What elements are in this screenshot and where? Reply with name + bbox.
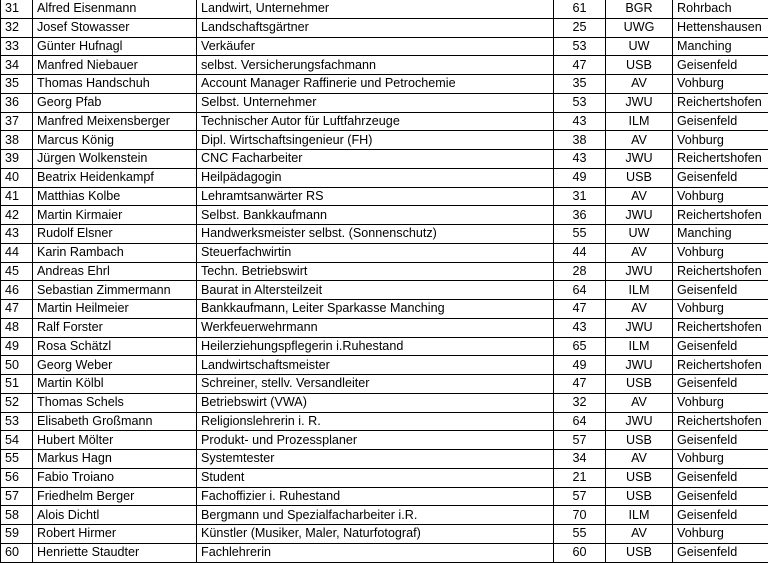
candidate-age: 47 (554, 375, 606, 394)
candidate-name: Alois Dichtl (33, 506, 197, 525)
candidate-occupation: Produkt- und Prozessplaner (197, 431, 554, 450)
candidate-name: Georg Pfab (33, 93, 197, 112)
candidate-place: Geisenfeld (673, 487, 768, 506)
table-row (1, 450, 768, 469)
candidate-number: 46 (1, 281, 33, 300)
candidate-number: 35 (1, 75, 33, 94)
candidate-occupation: Verkäufer (197, 37, 554, 56)
candidate-party: USB (606, 487, 673, 506)
candidate-age: 32 (554, 393, 606, 412)
candidate-name: Markus Hagn (33, 450, 197, 469)
candidate-party: JWU (606, 150, 673, 169)
candidate-occupation: Technischer Autor für Luftfahrzeuge (197, 112, 554, 131)
candidate-occupation: CNC Facharbeiter (197, 150, 554, 169)
table-row (1, 281, 768, 300)
candidate-place: Manching (673, 225, 768, 244)
candidate-party: USB (606, 543, 673, 562)
candidate-party: ILM (606, 506, 673, 525)
candidate-party: JWU (606, 412, 673, 431)
candidate-place: Vohburg (673, 75, 768, 94)
candidate-age: 70 (554, 506, 606, 525)
candidate-occupation: Dipl. Wirtschaftsingenieur (FH) (197, 131, 554, 150)
candidate-place: Geisenfeld (673, 112, 768, 131)
candidate-age: 31 (554, 187, 606, 206)
candidate-place: Geisenfeld (673, 506, 768, 525)
table-row (1, 412, 768, 431)
candidate-occupation: Bergmann und Spezialfacharbeiter i.R. (197, 506, 554, 525)
candidate-place: Geisenfeld (673, 337, 768, 356)
candidate-party: AV (606, 450, 673, 469)
candidate-place: Vohburg (673, 393, 768, 412)
table-row (1, 487, 768, 506)
candidate-name: Marcus König (33, 131, 197, 150)
candidate-name: Manfred Niebauer (33, 56, 197, 75)
table-row (1, 300, 768, 319)
candidate-age: 47 (554, 300, 606, 319)
candidate-number: 41 (1, 187, 33, 206)
candidate-age: 43 (554, 150, 606, 169)
candidate-place: Hettenshausen (673, 18, 768, 37)
table-row (1, 506, 768, 525)
candidate-number: 57 (1, 487, 33, 506)
candidate-party: UWG (606, 18, 673, 37)
candidate-party: AV (606, 525, 673, 544)
candidate-age: 35 (554, 75, 606, 94)
candidate-number: 43 (1, 225, 33, 244)
candidate-party: BGR (606, 0, 673, 18)
candidate-occupation: Lehramtsanwärter RS (197, 187, 554, 206)
candidate-party: AV (606, 187, 673, 206)
candidate-party: USB (606, 375, 673, 394)
table-row (1, 262, 768, 281)
candidate-party: AV (606, 243, 673, 262)
candidate-number: 37 (1, 112, 33, 131)
table-row (1, 318, 768, 337)
candidate-occupation: Werkfeuerwehrmann (197, 318, 554, 337)
table-row (1, 0, 768, 18)
candidate-place: Vohburg (673, 300, 768, 319)
candidate-party: ILM (606, 281, 673, 300)
candidate-number: 56 (1, 468, 33, 487)
candidate-name: Rosa Schätzl (33, 337, 197, 356)
candidate-age: 43 (554, 112, 606, 131)
candidate-place: Manching (673, 37, 768, 56)
candidate-occupation: Systemtester (197, 450, 554, 469)
candidate-number: 33 (1, 37, 33, 56)
candidate-name: Henriette Staudter (33, 543, 197, 562)
table-row (1, 206, 768, 225)
candidate-age: 61 (554, 0, 606, 18)
candidate-occupation: Landschaftsgärtner (197, 18, 554, 37)
table-row (1, 431, 768, 450)
candidate-age: 64 (554, 281, 606, 300)
candidate-name: Martin Kölbl (33, 375, 197, 394)
candidate-age: 43 (554, 318, 606, 337)
candidate-name: Friedhelm Berger (33, 487, 197, 506)
candidate-party: UW (606, 37, 673, 56)
candidate-number: 42 (1, 206, 33, 225)
candidate-number: 44 (1, 243, 33, 262)
candidate-name: Manfred Meixensberger (33, 112, 197, 131)
candidate-number: 54 (1, 431, 33, 450)
candidate-number: 34 (1, 56, 33, 75)
candidate-number: 55 (1, 450, 33, 469)
candidate-party: UW (606, 225, 673, 244)
candidate-occupation: Account Manager Raffinerie und Petrochemie (197, 75, 554, 94)
table-row (1, 225, 768, 244)
candidate-occupation: Fachoffizier i. Ruhestand (197, 487, 554, 506)
candidate-occupation: Fachlehrerin (197, 543, 554, 562)
candidate-occupation: Heilpädagogin (197, 168, 554, 187)
candidate-place: Geisenfeld (673, 56, 768, 75)
candidate-place: Geisenfeld (673, 375, 768, 394)
candidate-number: 38 (1, 131, 33, 150)
candidate-occupation: Schreiner, stellv. Versandleiter (197, 375, 554, 394)
candidate-age: 53 (554, 93, 606, 112)
candidate-number: 52 (1, 393, 33, 412)
candidate-name: Fabio Troiano (33, 468, 197, 487)
candidate-name: Alfred Eisenmann (33, 0, 197, 18)
candidate-place: Rohrbach (673, 0, 768, 18)
candidate-party: ILM (606, 337, 673, 356)
candidate-place: Geisenfeld (673, 468, 768, 487)
candidate-place: Reichertshofen (673, 93, 768, 112)
candidate-name: Rudolf Elsner (33, 225, 197, 244)
candidate-party: USB (606, 468, 673, 487)
candidate-name: Günter Hufnagl (33, 37, 197, 56)
candidate-age: 57 (554, 487, 606, 506)
candidate-name: Beatrix Heidenkampf (33, 168, 197, 187)
candidate-number: 60 (1, 543, 33, 562)
candidate-name: Elisabeth Großmann (33, 412, 197, 431)
candidate-number: 47 (1, 300, 33, 319)
candidate-number: 49 (1, 337, 33, 356)
candidate-place: Geisenfeld (673, 431, 768, 450)
candidate-occupation: Landwirtschaftsmeister (197, 356, 554, 375)
candidate-place: Vohburg (673, 131, 768, 150)
candidate-age: 34 (554, 450, 606, 469)
table-row (1, 375, 768, 394)
candidate-age: 49 (554, 356, 606, 375)
candidate-party: ILM (606, 112, 673, 131)
candidate-party: AV (606, 393, 673, 412)
candidate-age: 57 (554, 431, 606, 450)
candidate-age: 55 (554, 525, 606, 544)
candidate-place: Geisenfeld (673, 281, 768, 300)
candidate-occupation: Künstler (Musiker, Maler, Naturfotograf) (197, 525, 554, 544)
candidate-age: 47 (554, 56, 606, 75)
candidate-age: 21 (554, 468, 606, 487)
candidate-occupation: Heilerziehungspflegerin i.Ruhestand (197, 337, 554, 356)
table-row (1, 393, 768, 412)
candidate-age: 64 (554, 412, 606, 431)
candidate-age: 60 (554, 543, 606, 562)
candidate-occupation: Betriebswirt (VWA) (197, 393, 554, 412)
candidate-age: 44 (554, 243, 606, 262)
candidate-place: Vohburg (673, 450, 768, 469)
candidate-name: Ralf Forster (33, 318, 197, 337)
candidate-party: AV (606, 300, 673, 319)
table-row (1, 168, 768, 187)
candidate-party: USB (606, 168, 673, 187)
candidate-party: JWU (606, 356, 673, 375)
candidate-name: Jürgen Wolkenstein (33, 150, 197, 169)
candidate-occupation: Steuerfachwirtin (197, 243, 554, 262)
candidate-number: 45 (1, 262, 33, 281)
candidate-number: 53 (1, 412, 33, 431)
candidate-party: JWU (606, 206, 673, 225)
candidate-name: Hubert Mölter (33, 431, 197, 450)
candidate-age: 25 (554, 18, 606, 37)
candidate-occupation: selbst. Versicherungsfachmann (197, 56, 554, 75)
table-row (1, 543, 768, 562)
candidate-name: Josef Stowasser (33, 18, 197, 37)
table-row (1, 112, 768, 131)
candidate-occupation: Selbst. Bankkaufmann (197, 206, 554, 225)
candidate-occupation: Bankkaufmann, Leiter Sparkasse Manching (197, 300, 554, 319)
candidate-place: Geisenfeld (673, 168, 768, 187)
candidate-name: Karin Rambach (33, 243, 197, 262)
candidate-place: Vohburg (673, 525, 768, 544)
candidate-name: Thomas Schels (33, 393, 197, 412)
candidate-age: 55 (554, 225, 606, 244)
candidate-party: USB (606, 431, 673, 450)
candidate-age: 49 (554, 168, 606, 187)
candidate-place: Reichertshofen (673, 206, 768, 225)
candidate-party: USB (606, 56, 673, 75)
candidate-number: 51 (1, 375, 33, 394)
candidate-name: Matthias Kolbe (33, 187, 197, 206)
candidate-party: JWU (606, 318, 673, 337)
table-row (1, 18, 768, 37)
candidate-age: 38 (554, 131, 606, 150)
candidate-number: 39 (1, 150, 33, 169)
candidate-place: Reichertshofen (673, 262, 768, 281)
table-row (1, 525, 768, 544)
candidate-name: Thomas Handschuh (33, 75, 197, 94)
candidate-name: Martin Heilmeier (33, 300, 197, 319)
table-row (1, 356, 768, 375)
candidate-name: Andreas Ehrl (33, 262, 197, 281)
candidate-occupation: Student (197, 468, 554, 487)
candidate-name: Martin Kirmaier (33, 206, 197, 225)
candidate-place: Reichertshofen (673, 356, 768, 375)
table-row (1, 56, 768, 75)
candidate-number: 31 (1, 0, 33, 18)
candidate-occupation: Handwerksmeister selbst. (Sonnenschutz) (197, 225, 554, 244)
candidate-number: 36 (1, 93, 33, 112)
candidate-party: AV (606, 75, 673, 94)
candidate-place: Reichertshofen (673, 318, 768, 337)
candidate-name: Robert Hirmer (33, 525, 197, 544)
table-row (1, 337, 768, 356)
candidate-number: 58 (1, 506, 33, 525)
candidate-place: Reichertshofen (673, 412, 768, 431)
candidate-occupation: Landwirt, Unternehmer (197, 0, 554, 18)
candidate-occupation: Techn. Betriebswirt (197, 262, 554, 281)
candidate-occupation: Selbst. Unternehmer (197, 93, 554, 112)
candidate-number: 48 (1, 318, 33, 337)
candidate-age: 28 (554, 262, 606, 281)
candidate-place: Reichertshofen (673, 150, 768, 169)
candidate-age: 53 (554, 37, 606, 56)
candidate-place: Vohburg (673, 243, 768, 262)
candidate-number: 40 (1, 168, 33, 187)
table-row (1, 150, 768, 169)
candidate-party: JWU (606, 93, 673, 112)
table-row (1, 131, 768, 150)
candidate-occupation: Religionslehrerin i. R. (197, 412, 554, 431)
candidate-number: 32 (1, 18, 33, 37)
table-row (1, 243, 768, 262)
candidate-name: Georg Weber (33, 356, 197, 375)
candidate-age: 36 (554, 206, 606, 225)
table-row (1, 468, 768, 487)
table-row (1, 75, 768, 94)
candidate-age: 65 (554, 337, 606, 356)
candidate-party: AV (606, 131, 673, 150)
candidate-name: Sebastian Zimmermann (33, 281, 197, 300)
candidate-occupation: Baurat in Altersteilzeit (197, 281, 554, 300)
candidate-place: Geisenfeld (673, 543, 768, 562)
candidate-place: Vohburg (673, 187, 768, 206)
table-row (1, 37, 768, 56)
table-row (1, 187, 768, 206)
candidate-number: 59 (1, 525, 33, 544)
candidate-number: 50 (1, 356, 33, 375)
candidate-table-body (1, 0, 768, 562)
table-row (1, 93, 768, 112)
candidate-party: JWU (606, 262, 673, 281)
